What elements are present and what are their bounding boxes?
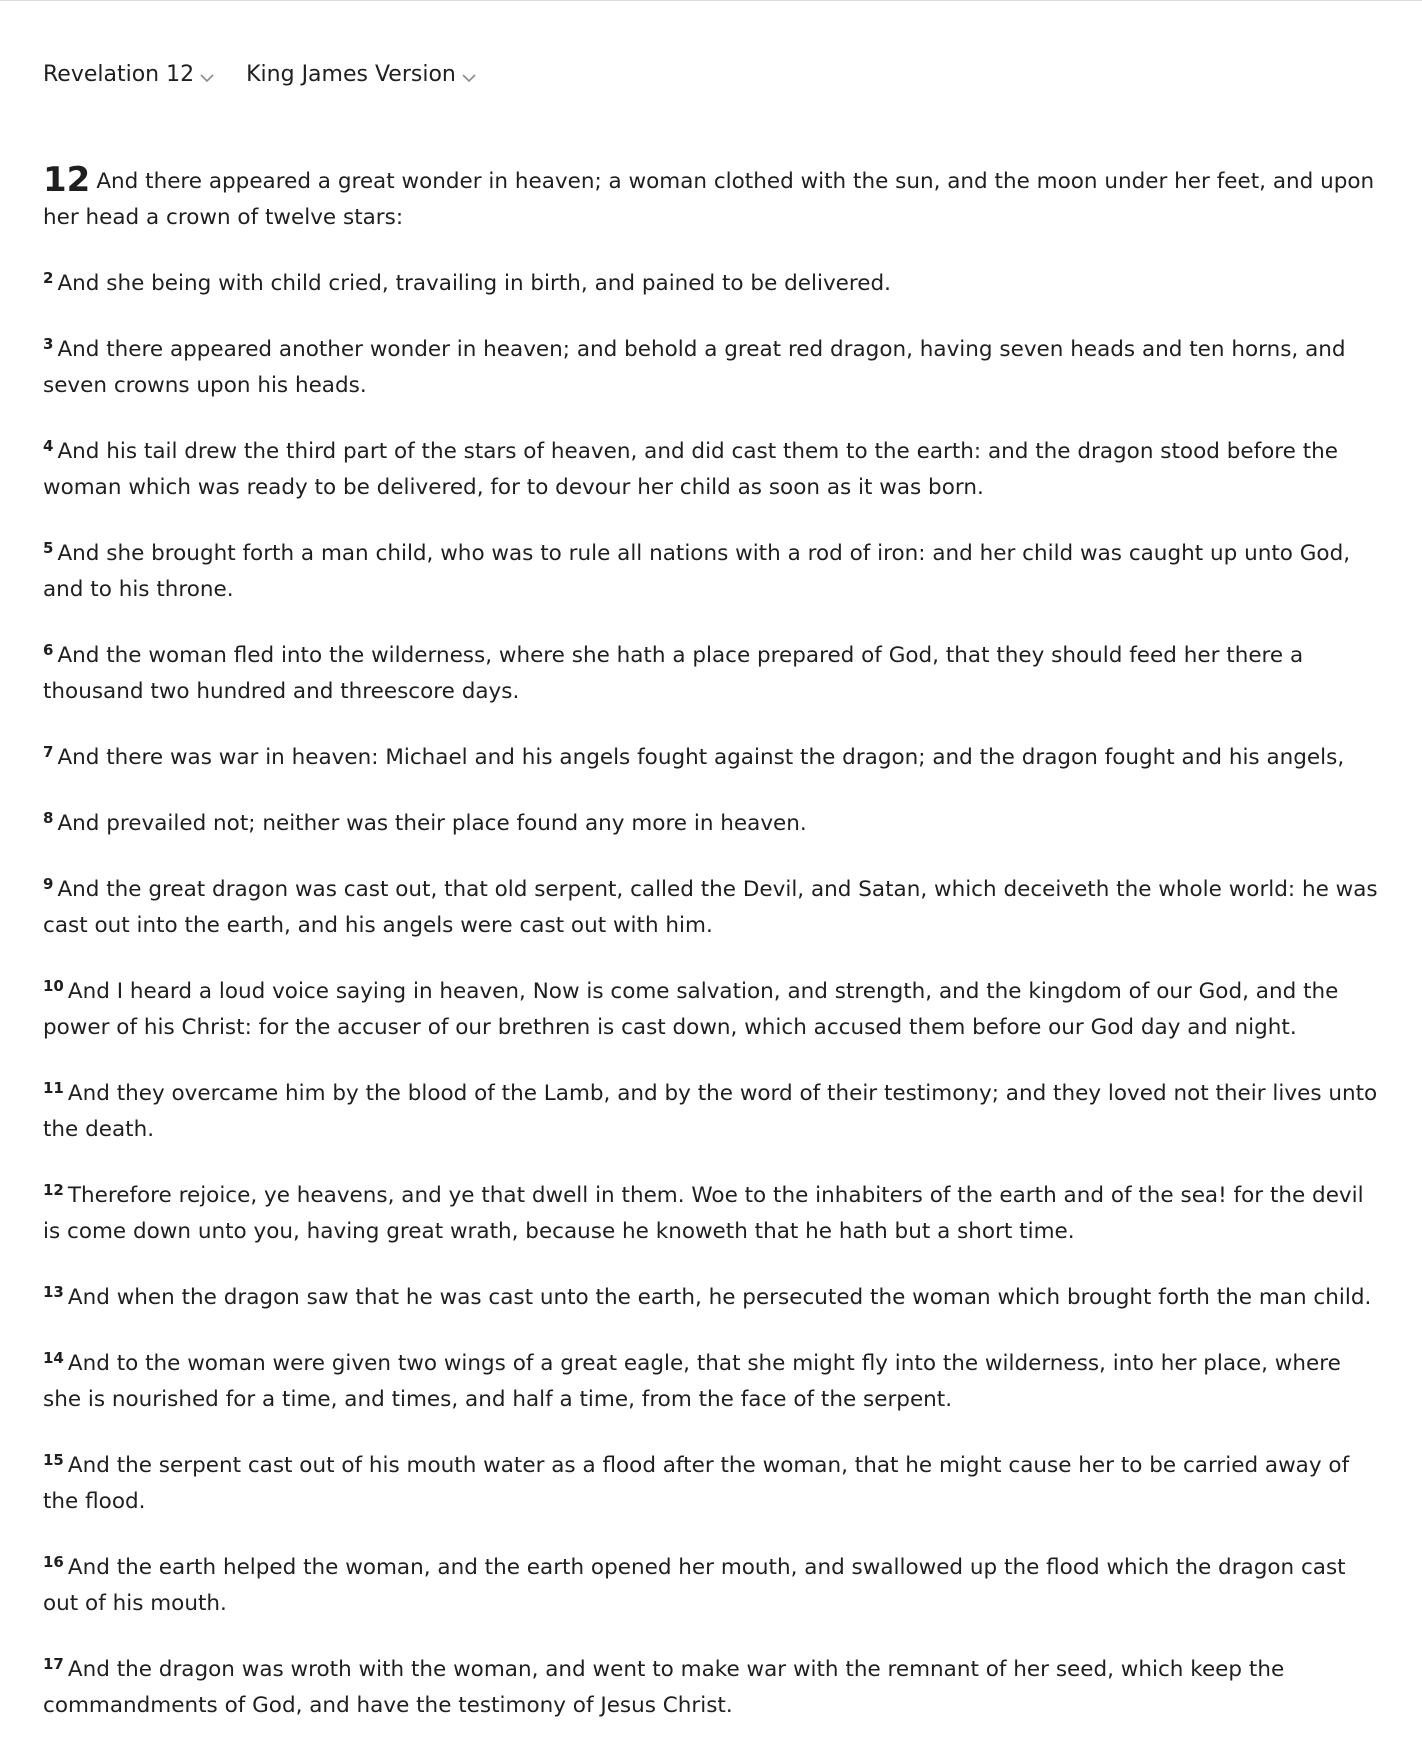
chapter-number: 12 — [43, 160, 91, 200]
verse-3 — [43, 326, 1383, 404]
verse-9 — [43, 866, 1383, 944]
chapter-selector-label: Revelation 12 — [43, 62, 195, 87]
verse-13 — [43, 1274, 1383, 1316]
chevron-down-icon — [198, 69, 216, 87]
verse-8 — [43, 800, 1383, 842]
verse-6 — [43, 632, 1383, 710]
verse-number: 13 — [43, 1283, 64, 1301]
verse-11 — [43, 1070, 1383, 1148]
verse-text: And the earth helped the woman, and the earth opened her mouth, and swallowed up the flood which the dragon cast out of his mouth. — [43, 1555, 1346, 1616]
verse-number: 11 — [43, 1079, 64, 1097]
reader-nav — [43, 60, 478, 90]
verse-number: 3 — [43, 335, 54, 353]
top-divider — [0, 0, 1422, 1]
verse-text: And there was war in heaven: Michael and his angels fought against the dragon; and the dragon fought and his angels, — [57, 745, 1345, 770]
verse-number: 16 — [43, 1553, 64, 1571]
verse-text: And she brought forth a man child, who was to rule all nations with a rod of iron: and her child was caught up unto God, and to his throne. — [43, 541, 1351, 602]
verse-number: 15 — [43, 1451, 64, 1469]
verse-number: 8 — [43, 809, 54, 827]
verse-text: Therefore rejoice, ye heavens, and ye that dwell in them. Woe to the inhabiters of the earth and of the sea! for the devil is come down unto you, having great wrath, because he knoweth that he hath but a short time. — [43, 1183, 1364, 1244]
verse-text: And there appeared another wonder in heaven; and behold a great red dragon, having seven heads and ten horns, and seven crowns upon his heads. — [43, 337, 1346, 398]
verse-1 — [43, 160, 1383, 236]
verse-16 — [43, 1544, 1383, 1622]
verse-text: And they overcame him by the blood of the Lamb, and by the word of their testimony; and they loved not their lives unto the death. — [43, 1081, 1378, 1142]
verse-15 — [43, 1442, 1383, 1520]
verse-number: 12 — [43, 1181, 64, 1199]
verse-number: 5 — [43, 539, 54, 557]
verse-text: And when the dragon saw that he was cast unto the earth, he persecuted the woman which brought forth the man child. — [67, 1285, 1372, 1310]
verse-number: 4 — [43, 437, 54, 455]
verse-number: 6 — [43, 641, 54, 659]
chapter-text — [43, 160, 1383, 1748]
verse-12 — [43, 1172, 1383, 1250]
version-selector-label: King James Version — [246, 62, 456, 87]
verse-text: And the great dragon was cast out, that old serpent, called the Devil, and Satan, which deceiveth the whole world: he was cast out into the earth, and his angels were cast out with him. — [43, 877, 1378, 938]
verse-5 — [43, 530, 1383, 608]
verse-text: And the woman fled into the wilderness, where she hath a place prepared of God, that they should feed her there a thousand two hundred and threescore days. — [43, 643, 1304, 704]
verse-number: 2 — [43, 269, 54, 287]
verse-text: And the serpent cast out of his mouth water as a flood after the woman, that he might cause her to be carried away of the flood. — [43, 1453, 1350, 1514]
verse-text: And there appeared a great wonder in heaven; a woman clothed with the sun, and the moon under her feet, and upon her head a crown of twelve stars: — [43, 169, 1375, 230]
verse-14 — [43, 1340, 1383, 1418]
verse-10 — [43, 968, 1383, 1046]
verse-number: 10 — [43, 977, 64, 995]
verse-text: And prevailed not; neither was their place found any more in heaven. — [57, 811, 807, 836]
verse-4 — [43, 428, 1383, 506]
verse-number: 9 — [43, 875, 54, 893]
verse-text: And to the woman were given two wings of a great eagle, that she might fly into the wilderness, into her place, where she is nourished for a time, and times, and half a time, from the face of the serpent. — [43, 1351, 1341, 1412]
verse-2 — [43, 260, 1383, 302]
chevron-down-icon — [460, 69, 478, 87]
version-selector[interactable] — [246, 60, 478, 90]
verse-text: And his tail drew the third part of the stars of heaven, and did cast them to the earth: and the dragon stood before the woman which was ready to be delivered, for to devour her child as soon as it was born. — [43, 439, 1339, 500]
verse-17 — [43, 1646, 1383, 1724]
verse-7 — [43, 734, 1383, 776]
verse-number: 7 — [43, 743, 54, 761]
verse-number: 14 — [43, 1349, 64, 1367]
verse-text: And the dragon was wroth with the woman, and went to make war with the remnant of her seed, which keep the commandments of God, and have the testimony of Jesus Christ. — [43, 1657, 1285, 1718]
verse-text: And I heard a loud voice saying in heaven, Now is come salvation, and strength, and the kingdom of our God, and the power of his Christ: for the accuser of our brethren is cast down, which accused them before our God day and night. — [43, 979, 1339, 1040]
verse-number: 17 — [43, 1655, 64, 1673]
verse-text: And she being with child cried, travailing in birth, and pained to be delivered. — [57, 271, 891, 296]
chapter-selector[interactable] — [43, 60, 216, 90]
